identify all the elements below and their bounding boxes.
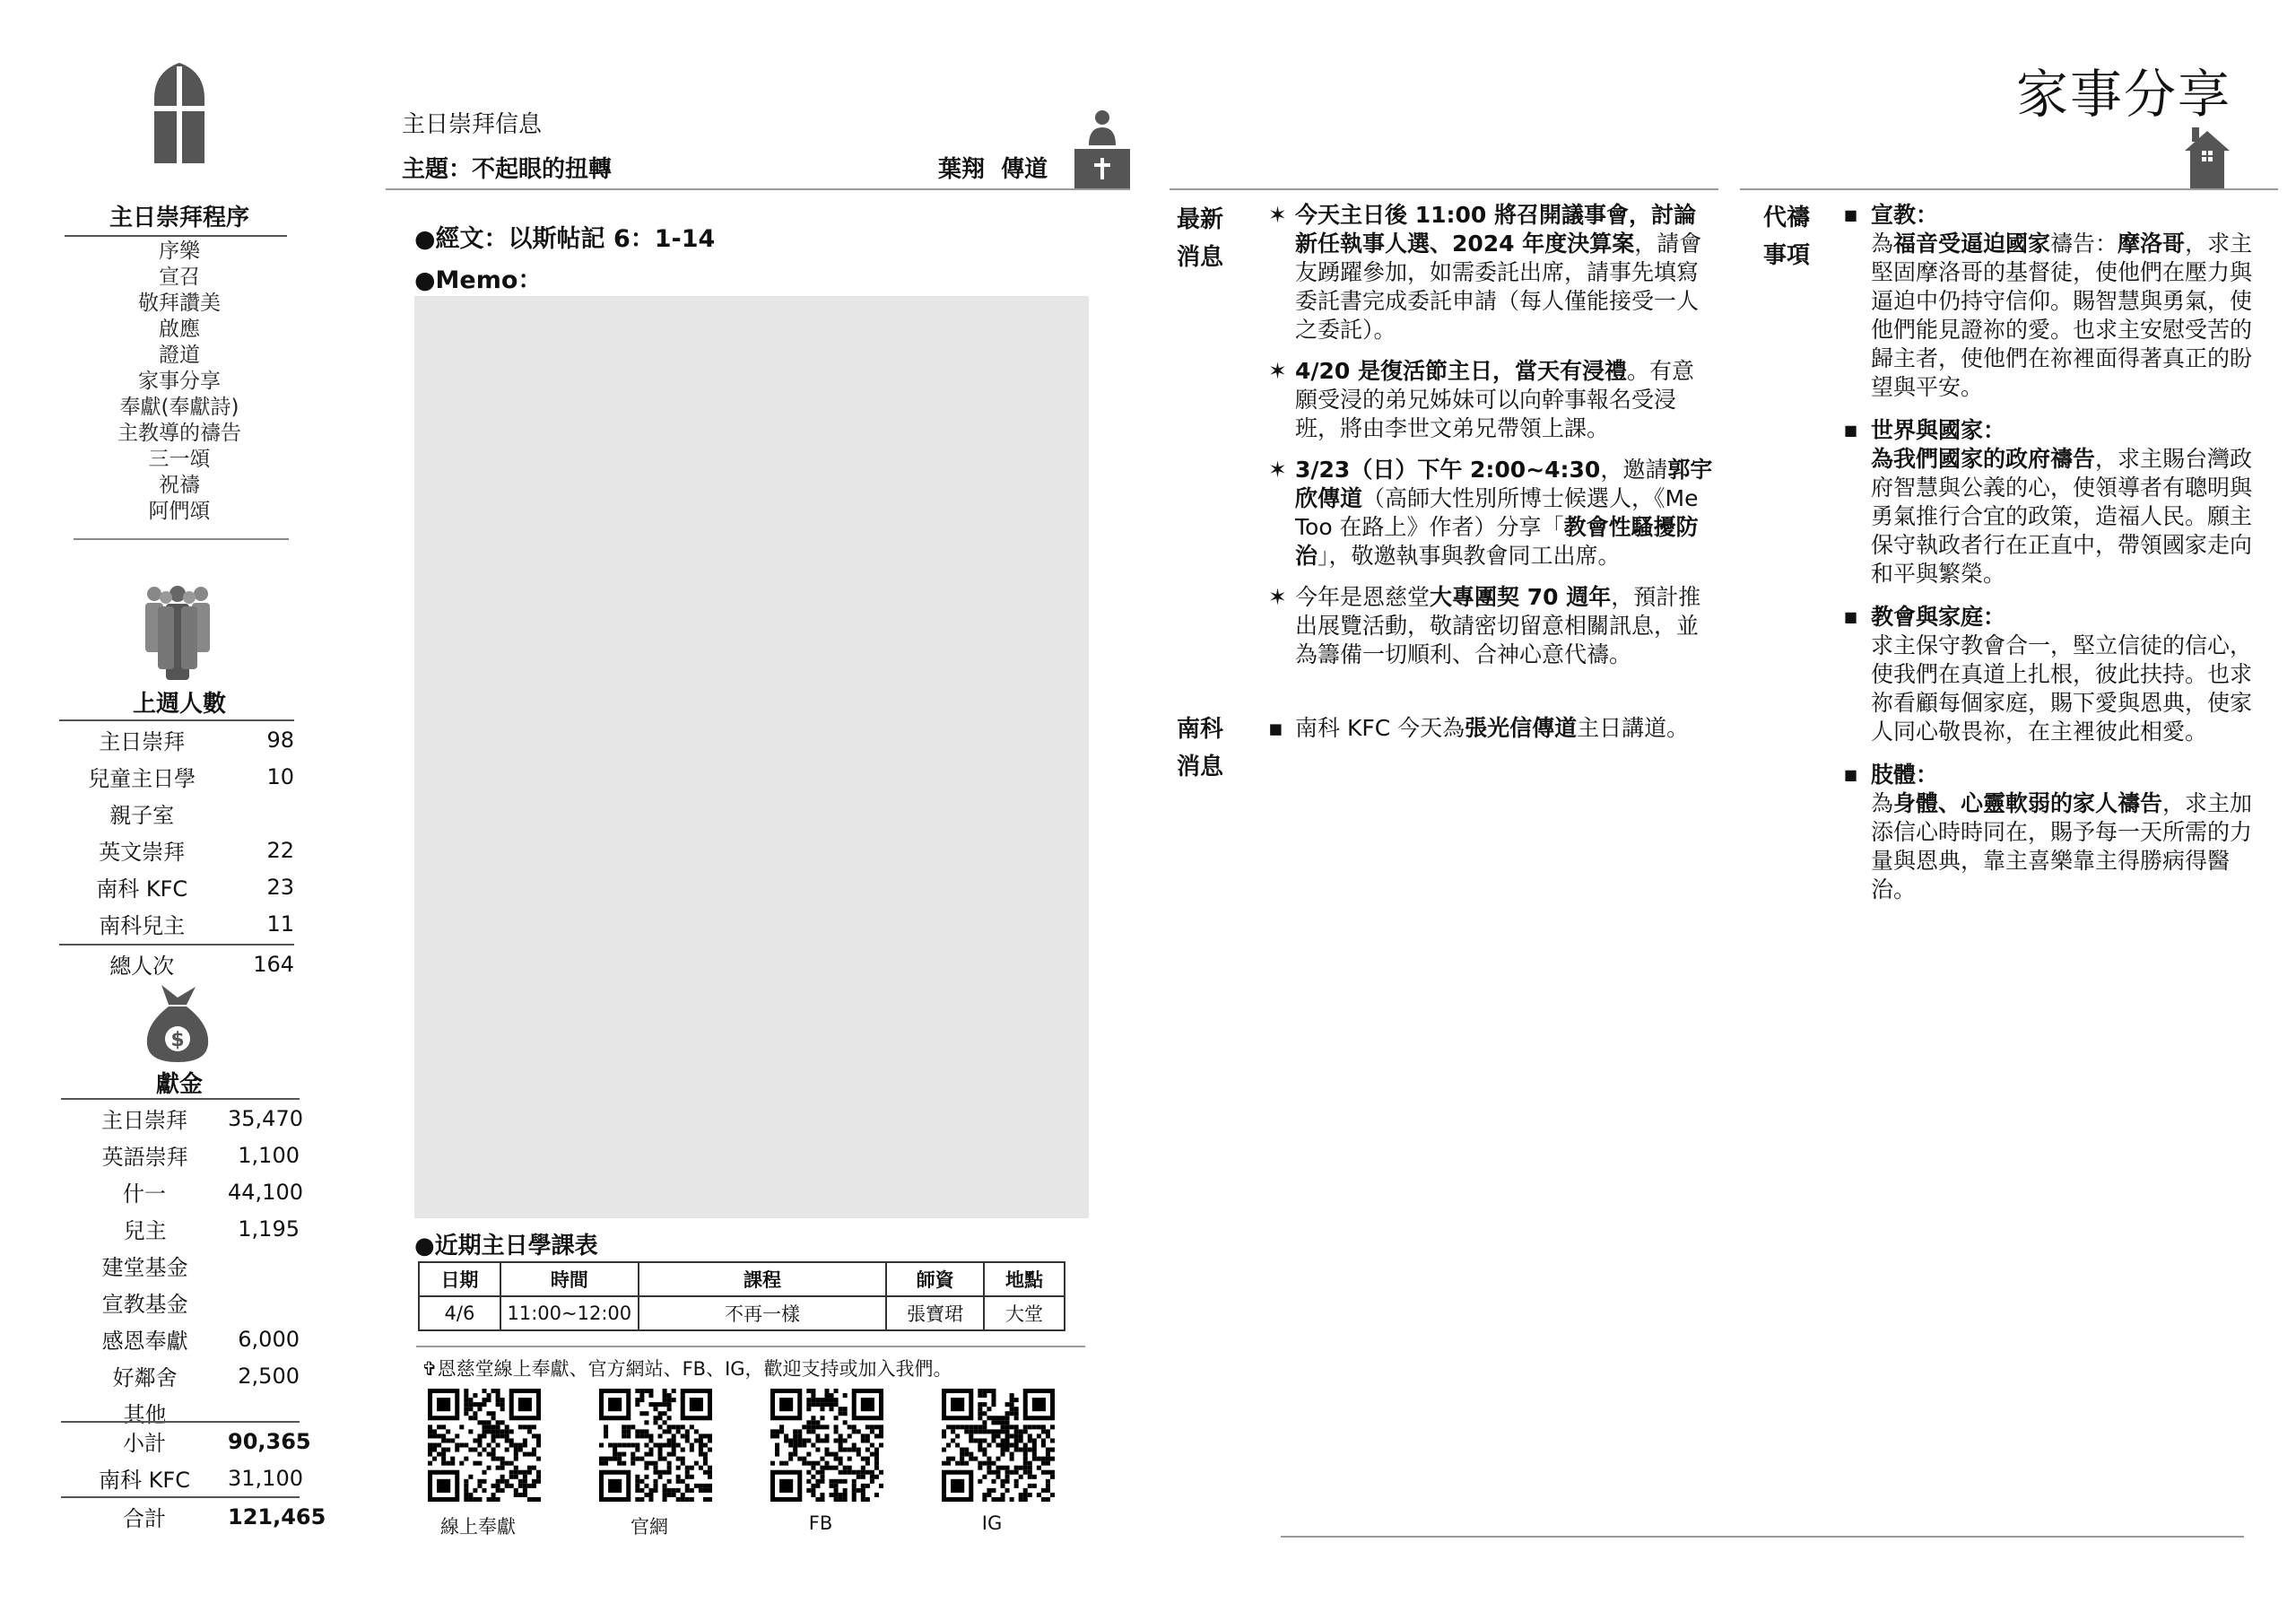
news-item-text: 3/23（日）下午 2:00~4:30 [1295, 457, 1601, 483]
stat-label: 南科 KFC [96, 876, 188, 902]
order-item: 敬拜讚美 [138, 292, 221, 315]
stat-value: 11 [266, 911, 294, 937]
course-date: 4/6 [419, 1296, 500, 1330]
qr-item[interactable] [422, 1389, 547, 1539]
south-news-label [1177, 710, 1223, 786]
memo-label: ●Memo： [414, 266, 543, 294]
stat-row [59, 795, 294, 832]
prayer-item [1844, 201, 2266, 402]
news-item [1268, 357, 1713, 443]
order-title: 主日崇拜程序 [109, 205, 249, 231]
qr-label: 官網 [631, 1516, 668, 1538]
stat-value: 35,470 [228, 1105, 303, 1131]
news-item-marker: ✶ [1268, 202, 1287, 228]
sermon-preacher: 葉翔 傳道 [938, 156, 1048, 183]
stat-row [61, 1100, 303, 1137]
course-header-course: 課程 [639, 1262, 887, 1296]
qr-label: 線上奉獻 [440, 1516, 516, 1538]
subtotal-row [61, 1423, 311, 1460]
stat-value: 23 [266, 874, 294, 900]
prayer-rule [1740, 188, 2278, 190]
news-item-text: 張光信傳道 [1465, 715, 1578, 741]
news-item-text: 南科 KFC 今天為 [1295, 715, 1465, 741]
house-icon [2185, 127, 2230, 190]
stat-row [59, 758, 294, 795]
stat-label: 主日崇拜 [99, 729, 186, 754]
prayer-text: 為 [1871, 231, 1894, 257]
stat-row [61, 1137, 300, 1173]
stat-label: 主日崇拜 [101, 1108, 187, 1133]
news-item-text: 。有意願受浸的弟兄姊妹可以向幹事報名受浸班，將由李世文弟兄帶領上課。 [1295, 358, 1695, 441]
stat-label: 宣教基金 [101, 1292, 188, 1317]
news-item-text: 今天主日後 11:00 將召開議事會，討論新任執事人選、2024 年度決算案 [1295, 202, 1696, 257]
news-item-text: ，邀請 [1600, 457, 1668, 483]
order-item: 家事分享 [138, 370, 221, 393]
prayer-text: 福音受逼迫國家 [1893, 231, 2051, 257]
offering-list [61, 1100, 303, 1431]
news-item-text: 主日講道。 [1577, 715, 1690, 741]
course-header-time: 時間 [500, 1262, 639, 1296]
order-item: 三一頌 [148, 448, 211, 471]
course-name: 不再一樣 [639, 1296, 887, 1330]
prayer-text: ，求主加添信心時時同在，賜予每一天所需的力量與恩典，靠主喜樂靠主得勝病得醫治。 [1871, 790, 2253, 902]
order-item: 證道 [159, 344, 200, 367]
scripture: ●經文：以斯帖記 6：1-14 [414, 225, 716, 253]
stat-label: 什一 [123, 1181, 166, 1207]
attendance-list [59, 721, 294, 942]
qr-code-icon [428, 1389, 541, 1502]
stat-label: 親子室 [109, 803, 175, 828]
news-rule [1170, 188, 1718, 190]
news-item-text: 大專團契 70 週年 [1430, 584, 1612, 610]
attendance-total-value: 164 [253, 951, 294, 977]
south-news-label-line2: 消息 [1177, 754, 1224, 780]
sermon-theme: 主題：不起眼的扭轉 [402, 156, 613, 183]
stat-row [59, 868, 294, 905]
stat-value: 2,500 [238, 1363, 300, 1389]
news-item-text: 4/20 是復活節主日，當天有浸禮 [1295, 358, 1628, 384]
prayer-label [1763, 199, 1810, 275]
stat-label: 南科兒主 [99, 913, 186, 938]
stat-row [59, 721, 294, 758]
stat-value: 98 [266, 727, 294, 753]
news-item [1268, 583, 1713, 669]
subtotal-value: 90,365 [228, 1428, 311, 1454]
memo-box[interactable] [414, 296, 1089, 1218]
qr-label: FB [808, 1512, 833, 1534]
course-header-location: 地點 [984, 1262, 1065, 1296]
svg-text:$: $ [170, 1029, 185, 1051]
stat-row [61, 1357, 300, 1394]
news-item-text: 今年是恩慈堂 [1295, 584, 1431, 610]
prayer-body [1871, 230, 2266, 402]
news-item-text: 郭宇欣傳道 [1295, 457, 1713, 511]
order-title-rule [65, 235, 287, 237]
prayer-head: 世界與國家： [1871, 417, 2006, 443]
stat-value: 22 [266, 837, 294, 863]
stat-label: 兒主 [123, 1218, 167, 1243]
bullet-icon: ■ [1844, 422, 1858, 439]
course-title: ●近期主日學課表 [414, 1233, 598, 1259]
prayer-text: ，求主賜台灣政府智慧與公義的心，使領導者有聰明與勇氣推行合宜的政策，造福人民。願主保守執政者行在正直中，帶領國家走向和平與繁榮。 [1871, 446, 2253, 587]
news-item-text: 教會性騷擾防治 [1295, 514, 1699, 569]
prayer-text: 為我們國家的政府禱告 [1871, 446, 2096, 472]
stat-label: 兒童主日學 [88, 766, 196, 791]
prayer-text: ，求主堅固摩洛哥的基督徒，使他們在壓力與逼迫中仍持守信仰。賜智慧與勇氣，使他們能見證祢的愛。也求主安慰受苦的歸主者，使他們在祢裡面得著真正的盼望與平安。 [1871, 231, 2253, 400]
prayer-text: 摩洛哥 [2118, 231, 2186, 257]
bullet-icon: ■ [1844, 608, 1858, 625]
stat-label: 英語崇拜 [101, 1145, 188, 1170]
church-window-icon [154, 63, 204, 163]
course-table [418, 1261, 1065, 1331]
news-item-marker: ✶ [1268, 584, 1287, 610]
qr-code-icon [770, 1389, 883, 1502]
news-item-text: （高師大性別所博士候選人，《Me Too 在路上》作者）分享「 [1295, 485, 1699, 540]
stat-row [61, 1284, 300, 1320]
stat-value: 44,100 [228, 1179, 303, 1205]
stat-label: 好鄰舍 [112, 1365, 178, 1390]
stat-value: 1,195 [238, 1216, 300, 1242]
qr-label: IG [981, 1512, 1003, 1534]
qr-code-icon [599, 1389, 712, 1502]
news-item-text: ，請會友踴躍參加，如需委託出席，請事先填寫委託書完成委託申請（每人僅能接受一人之委託）。 [1295, 231, 1702, 343]
table-row [419, 1296, 1065, 1330]
total-row [61, 1498, 326, 1535]
stat-label: 建堂基金 [101, 1255, 188, 1280]
prayer-head: 教會與家庭： [1871, 604, 2006, 630]
stat-label: 感恩奉獻 [101, 1329, 188, 1354]
stat-row [59, 832, 294, 868]
prayer-label-line1: 代禱 [1763, 205, 1811, 231]
kfc-row [61, 1460, 303, 1496]
news-item-text: ，預計推出展覽活動，敬請密切留意相關訊息，並為籌備一切順利、合神心意代禱。 [1295, 584, 1701, 667]
course-header-teacher: 師資 [886, 1262, 984, 1296]
total-label: 合計 [123, 1506, 166, 1531]
pulpit-icon [1074, 109, 1130, 190]
order-list [63, 239, 296, 525]
news-label-line1: 最新 [1177, 206, 1224, 233]
subtotal-label: 小計 [123, 1431, 166, 1456]
stat-row [61, 1320, 300, 1357]
prayer-body [1871, 632, 2266, 746]
kfc-label: 南科 KFC [99, 1468, 190, 1493]
stat-row [59, 905, 294, 942]
news-item [1268, 714, 1713, 743]
order-item: 啟應 [159, 318, 200, 341]
total-value: 121,465 [228, 1503, 326, 1529]
stat-row [61, 1210, 300, 1247]
prayer-body [1871, 789, 2266, 904]
south-news-list [1268, 714, 1713, 755]
south-news-label-line1: 南科 [1177, 716, 1224, 743]
prayer-head: 宣教： [1871, 202, 1939, 228]
bottom-rule [1281, 1536, 2244, 1538]
qr-rule [416, 1346, 1085, 1347]
bullet-icon: ■ [1844, 206, 1858, 223]
attendance-title: 上週人數 [132, 691, 226, 718]
prayer-text: 為 [1871, 790, 1894, 816]
prayer-head: 肢體： [1871, 762, 1939, 788]
prayer-item [1844, 416, 2266, 588]
order-bottom-rule [74, 538, 289, 540]
attendance-total [59, 946, 294, 982]
sermon-label: 主日崇拜信息 [402, 111, 543, 138]
qr-item[interactable] [764, 1389, 890, 1534]
money-bag-icon [145, 985, 210, 1062]
stat-label: 英文崇拜 [99, 840, 186, 865]
bullet-icon: ■ [1844, 766, 1858, 783]
stat-value: 6,000 [238, 1326, 300, 1352]
prayer-body [1871, 445, 2266, 588]
course-time: 11:00~12:00 [500, 1296, 639, 1330]
qr-row [422, 1389, 1085, 1541]
order-item: 宣召 [159, 266, 200, 289]
order-item: 序樂 [159, 240, 200, 263]
course-header-date: 日期 [419, 1262, 500, 1296]
prayer-item [1844, 761, 2266, 904]
order-item: 奉獻(奉獻詩) [119, 396, 239, 419]
news-item [1268, 456, 1713, 571]
offering-title: 獻金 [155, 1071, 203, 1098]
page-title: 家事分享 [2016, 64, 2232, 125]
news-item-marker: ✶ [1268, 457, 1287, 483]
order-item: 主教導的禱告 [117, 422, 241, 445]
stat-value: 10 [266, 763, 294, 789]
news-item-marker: ▪ [1268, 715, 1283, 741]
qr-item[interactable] [593, 1389, 718, 1539]
prayer-text: 求主保守教會合一，堅立信徒的信心，使我們在真道上扎根，彼此扶持。也求祢看顧每個家庭，賜下愛與恩典，使家人同心敬畏祢，在主裡彼此相愛。 [1871, 632, 2253, 745]
prayer-text: 禱告： [2050, 231, 2118, 257]
news-label [1177, 201, 1223, 276]
qr-code-icon [942, 1389, 1055, 1502]
order-item: 祝禱 [159, 474, 200, 497]
qr-item[interactable] [935, 1389, 1061, 1534]
qr-caption: ✞恩慈堂線上奉獻、官方網站、FB、IG，歡迎支持或加入我們。 [422, 1358, 952, 1380]
news-item [1268, 201, 1713, 344]
attendance-total-label: 總人次 [109, 954, 175, 979]
news-item-marker: ✶ [1268, 358, 1287, 384]
course-location: 大堂 [984, 1296, 1065, 1330]
order-item: 阿們頌 [148, 500, 211, 523]
news-label-line2: 消息 [1177, 244, 1224, 271]
stat-row [61, 1173, 303, 1210]
kfc-value: 31,100 [228, 1465, 303, 1491]
prayer-text: 身體、心靈軟弱的家人禱告 [1893, 790, 2163, 816]
stat-label: 其他 [123, 1402, 167, 1427]
prayer-list [1844, 201, 2266, 919]
prayer-item [1844, 603, 2266, 746]
news-item-text: 」，敬邀執事與教會同工出席。 [1318, 543, 1621, 569]
stat-row [61, 1247, 300, 1284]
course-teacher: 張寶珺 [886, 1296, 984, 1330]
prayer-label-line2: 事項 [1763, 242, 1811, 269]
sermon-rule [386, 188, 1130, 190]
people-icon [142, 585, 213, 682]
news-list [1268, 201, 1713, 682]
stat-value: 1,100 [238, 1142, 300, 1168]
